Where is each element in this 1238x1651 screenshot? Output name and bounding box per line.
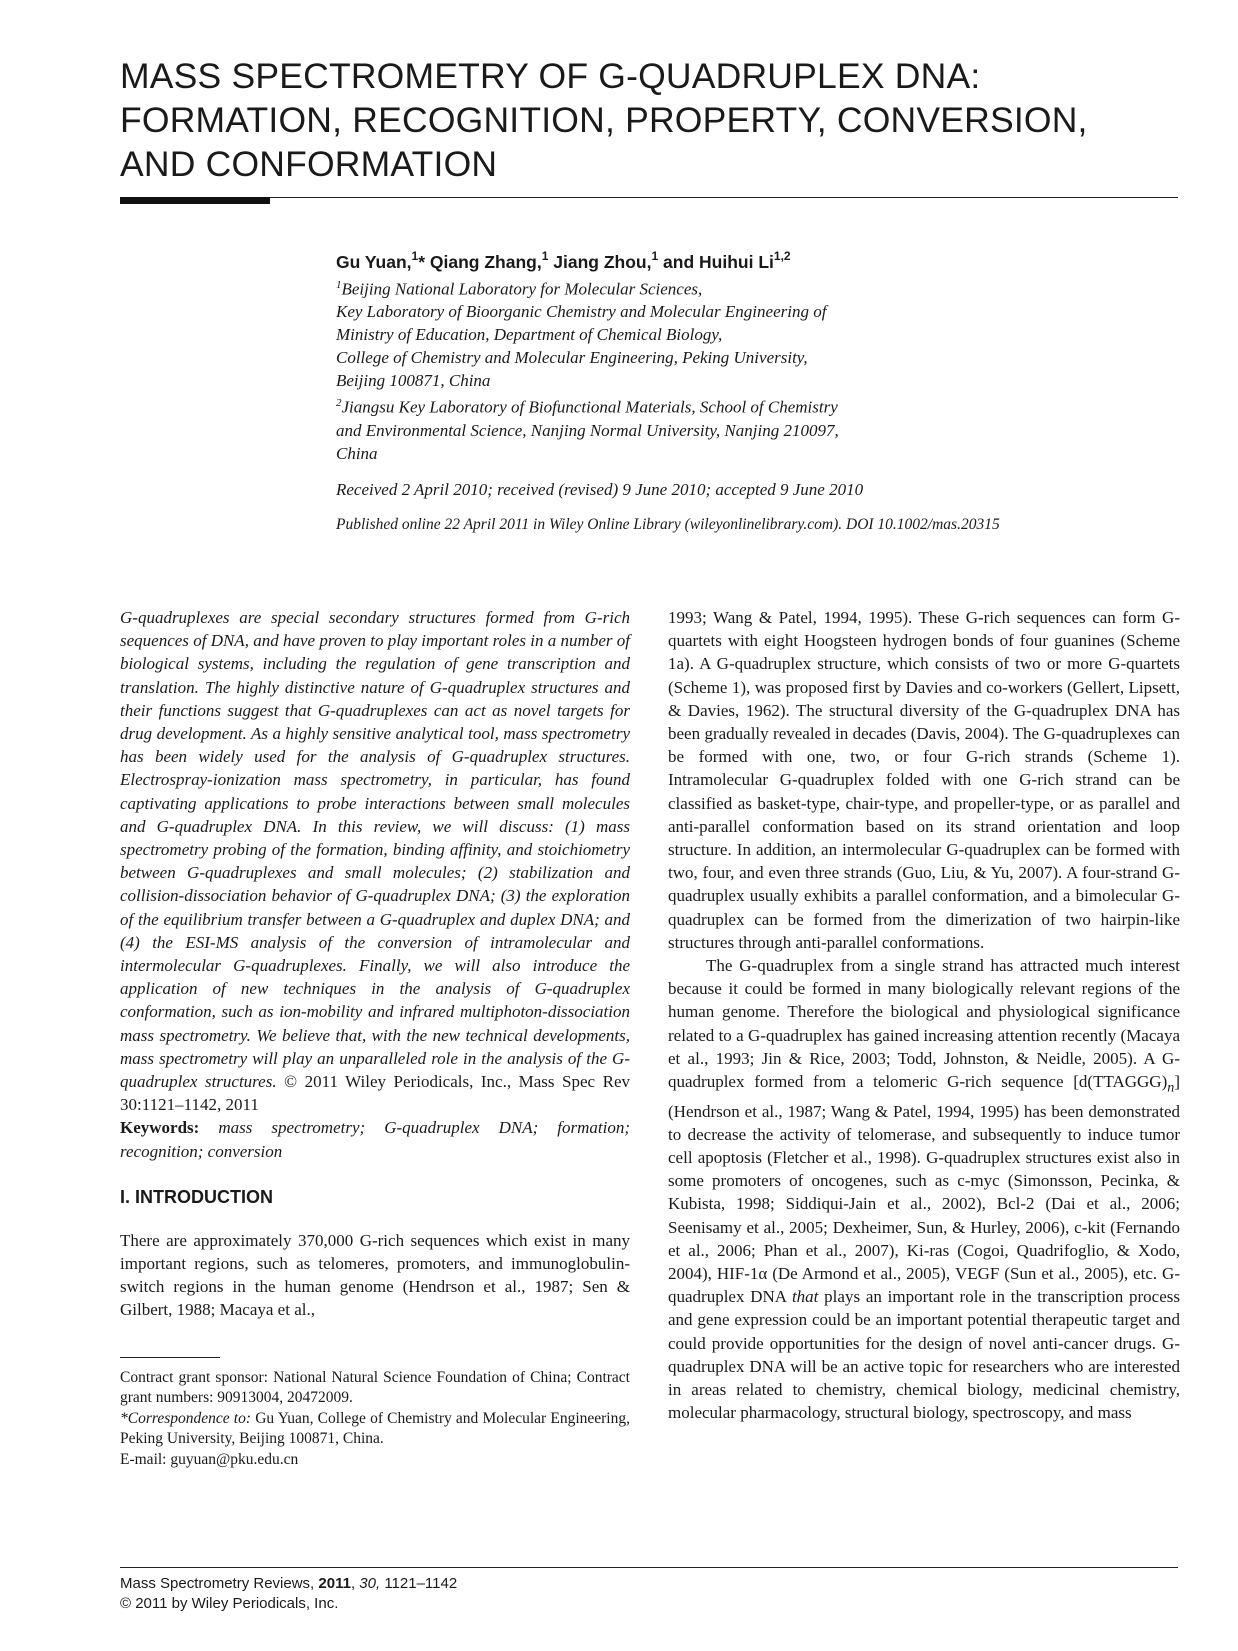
paragraph-text: The G-quadruplex from a single strand has attracted much interest because it could be formed in many biologically relevant regions of the human genome. Therefore the biological and physiological significance related to a G-quadruplex has gained increasing attention recently (Macaya et al., 1993; Jin & Rice, 2003; Todd, Johnston, & Neidle, 2005). A G-quadruplex formed from a telomeric G-rich sequence [d(TTAGGG) bbox=[668, 956, 1180, 1092]
section-heading-introduction: I. INTRODUCTION bbox=[120, 1186, 273, 1207]
author-name: Jiang Zhou, bbox=[553, 251, 652, 272]
title-line-3: AND CONFORMATION bbox=[120, 144, 498, 184]
abstract-copyright: © 2011 Wiley Periodicals, Inc., Mass Spec Rev 30:1121–1142, 2011 bbox=[120, 1072, 630, 1115]
publication-info: Published online 22 April 2011 in Wiley Online Library (wileyonlinelibrary.com). DOI 10.1002/mas.20315 bbox=[336, 516, 1000, 534]
abstract-text: G-quadruplexes are special secondary structures formed from G-rich sequences of DNA, and have proven to play important roles in a number of biological systems, including the regulation of gene transcription and translation. The highly distinctive nature of G-quadruplex structures and their functions suggest that G-quadruplexes can act as novel targets for drug development. As a highly sensitive analytical tool, mass spectrometry has been widely used for the analysis of G-quadruplex structures. Electrospray-ionization mass spectrometry, in particular, has found captivating applications to probe interactions between small molecules and G-quadruplex DNA. In this review, we will discuss: (1) mass spectrometry probing of the formation, binding affinity, and stoichiometry between G-quadruplexes and small molecules; (2) stabilization and collision-dissociation behavior of G-quadruplex DNA; (3) the exploration of the equilibrium transfer between a G-quadruplex and duplex DNA; and (4) the ESI-MS analysis of the conversion of intramolecular and intermolecular G-quadruplexes. Finally, we will also introduce the application of new techniques in the analysis of G-quadruplex conformation, such as ion-mobility and infrared multiphoton-dissociation mass spectrometry. We believe that, with the new technical developments, mass spectrometry will play an unparalleled role in the analysis of the G-quadruplex structures. bbox=[120, 608, 630, 1092]
paragraph-text: plays an important role in the transcription process and gene expression could be an important potential therapeutic target and could provide opportunities for the design of novel anti-cancer drugs. G-quadruplex DNA will be an active topic for researchers who are interested in areas related to chemistry, chemical biology, medicinal chemistry, molecular pharmacology, structural biology, spectroscopy, and mass bbox=[668, 1287, 1180, 1423]
author-name: Gu Yuan, bbox=[336, 251, 412, 272]
title-rule-accent bbox=[120, 197, 270, 204]
title-line-2: FORMATION, RECOGNITION, PROPERTY, CONVERSION, bbox=[120, 100, 1088, 140]
affiliation-line: Beijing 100871, China bbox=[336, 371, 491, 391]
affiliation-marker: 1 bbox=[411, 249, 419, 263]
affiliation-line: Ministry of Education, Department of Chemical Biology, bbox=[336, 325, 723, 345]
affiliation-number: 1 bbox=[336, 278, 342, 291]
footnote-grant: Contract grant sponsor: National Natural Science Foundation of China; Contract grant numbers: 90913004, 20472009. bbox=[120, 1368, 630, 1407]
correspondence-marker: * bbox=[418, 251, 426, 272]
title-rule bbox=[120, 197, 1178, 198]
abstract bbox=[120, 606, 630, 1116]
footnote-email: E-mail: guyuan@pku.edu.cn bbox=[120, 1451, 299, 1469]
affiliation-line: Key Laboratory of Bioorganic Chemistry and Molecular Engineering of bbox=[336, 302, 827, 322]
correspondence-label: *Correspondence to: bbox=[120, 1409, 252, 1427]
affiliation-1 bbox=[336, 274, 1196, 393]
keywords bbox=[120, 1116, 630, 1162]
affiliation-2 bbox=[336, 392, 1196, 465]
paper-title bbox=[120, 54, 1120, 186]
journal-citation: Mass Spectrometry Reviews, 2011, 30, 1121–1142 bbox=[120, 1575, 458, 1592]
right-column bbox=[668, 606, 1180, 1425]
intro-paragraph-continued: 1993; Wang & Patel, 1994, 1995). These G-rich sequences can form G-quartets with eight Hoogsteen hydrogen bonds of four guanines (Scheme 1a). A G-quadruplex structure, which consists of two or more G-quartets (Scheme 1), was proposed first by Davies and co-workers (Gellert, Lipsett, & Davies, 1962). The structural diversity of the G-quadruplex DNA has been gradually revealed in decades (Davis, 2004). The G-quadruplexes can be formed with one, two, or four G-rich strands (Scheme 1). Intramolecular G-quadruplex folded with one G-rich strand can be classified as basket-type, chair-type, and propeller-type, or as parallel and anti-parallel conformation based on its strand orientation and loop structure. In addition, an intermolecular G-quadruplex can be formed with two, four, and even three strands (Guo, Liu, & Yu, 2007). A four-strand G-quadruplex usually exhibits a parallel conformation, and a bimolecular G-quadruplex can be formed from the dimerization of two hairpin-like structures through anti-parallel conformations. bbox=[668, 608, 1180, 952]
footer-rule bbox=[120, 1567, 1178, 1568]
paragraph-text: ] (Hendrson et al., 1987; Wang & Patel, 1994, 1995) has been demonstrated to decrease the activity of telomerase, and subsequently to induce tumor cell apoptosis (Fletcher et al., 1998). G-quadruplex structures exist also in some promoters of oncogenes, such as c-myc (Simonsson, Pecinka, & Kubista, 1998; Siddiqui-Jain et al., 2002), Bcl-2 (Dai et al., 2006; Seenisamy et al., 2005; Dexheimer, Sun, & Hurley, 2006), c-kit (Fernando et al., 2006; Phan et al., 2007), Ki-ras (Cogoi, Quadrifoglio, & Xodo, 2004), HIF-1α (De Armond et al., 2005), VEGF (Sun et al., 2005), etc. G-quadruplex DNA bbox=[668, 1072, 1180, 1307]
journal-name: Mass Spectrometry Reviews, bbox=[120, 1575, 315, 1592]
emphasis-that: that bbox=[791, 1287, 819, 1307]
footnotes bbox=[120, 1368, 630, 1471]
author-name: Qiang Zhang, bbox=[429, 251, 542, 272]
footnote-rule bbox=[120, 1357, 220, 1358]
received-dates: Received 2 April 2010; received (revised) 9 June 2010; accepted 9 June 2010 bbox=[336, 480, 864, 500]
author-block bbox=[336, 245, 1196, 536]
journal-pages: 1121–1142 bbox=[384, 1575, 458, 1592]
intro-paragraph: There are approximately 370,000 G-rich sequences which exist in many important regions, such as telomeres, promoters, and immunoglobulin-switch regions in the human genome (Hendrson et al., 1987; Sen & Gilbert, 1988; Macaya et al., bbox=[120, 1230, 630, 1320]
affiliation-line: and Environmental Science, Nanjing Normal University, Nanjing 210097, bbox=[336, 421, 839, 441]
author-conjunction: and bbox=[663, 251, 695, 272]
title-line-1: MASS SPECTROMETRY OF G-QUADRUPLEX DNA: bbox=[120, 56, 981, 96]
footer-copyright: © 2011 by Wiley Periodicals, Inc. bbox=[120, 1595, 339, 1612]
left-column bbox=[120, 606, 630, 1471]
affiliation-marker: 1,2 bbox=[773, 249, 791, 263]
journal-year: 2011 bbox=[318, 1575, 351, 1592]
footnote-correspondence bbox=[120, 1409, 630, 1450]
journal-volume: 30, bbox=[359, 1575, 381, 1592]
affiliation-number: 2 bbox=[336, 397, 342, 410]
correspondence-text: Gu Yuan, College of Chemistry and Molecular Engineering, Peking University, Beijing 100871, China. bbox=[120, 1409, 630, 1448]
page-footer bbox=[120, 1574, 457, 1614]
keywords-text: mass spectrometry; G-quadruplex DNA; formation; recognition; conversion bbox=[120, 1118, 631, 1161]
author-list bbox=[336, 245, 1196, 274]
subscript-n: n bbox=[1167, 1079, 1175, 1096]
affiliation-line: Jiangsu Key Laboratory of Biofunctional Materials, School of Chemistry bbox=[341, 398, 838, 418]
author-name: Huihui Li bbox=[699, 251, 774, 272]
affiliation-line: College of Chemistry and Molecular Engineering, Peking University, bbox=[336, 348, 808, 368]
affiliation-line: China bbox=[336, 444, 378, 464]
affiliation-line: Beijing National Laboratory for Molecular Sciences, bbox=[341, 279, 703, 299]
affiliation-marker: 1 bbox=[541, 249, 549, 263]
intro-paragraph-2 bbox=[668, 954, 1180, 1424]
affiliation-marker: 1 bbox=[651, 249, 659, 263]
keywords-label: Keywords: bbox=[120, 1118, 200, 1138]
